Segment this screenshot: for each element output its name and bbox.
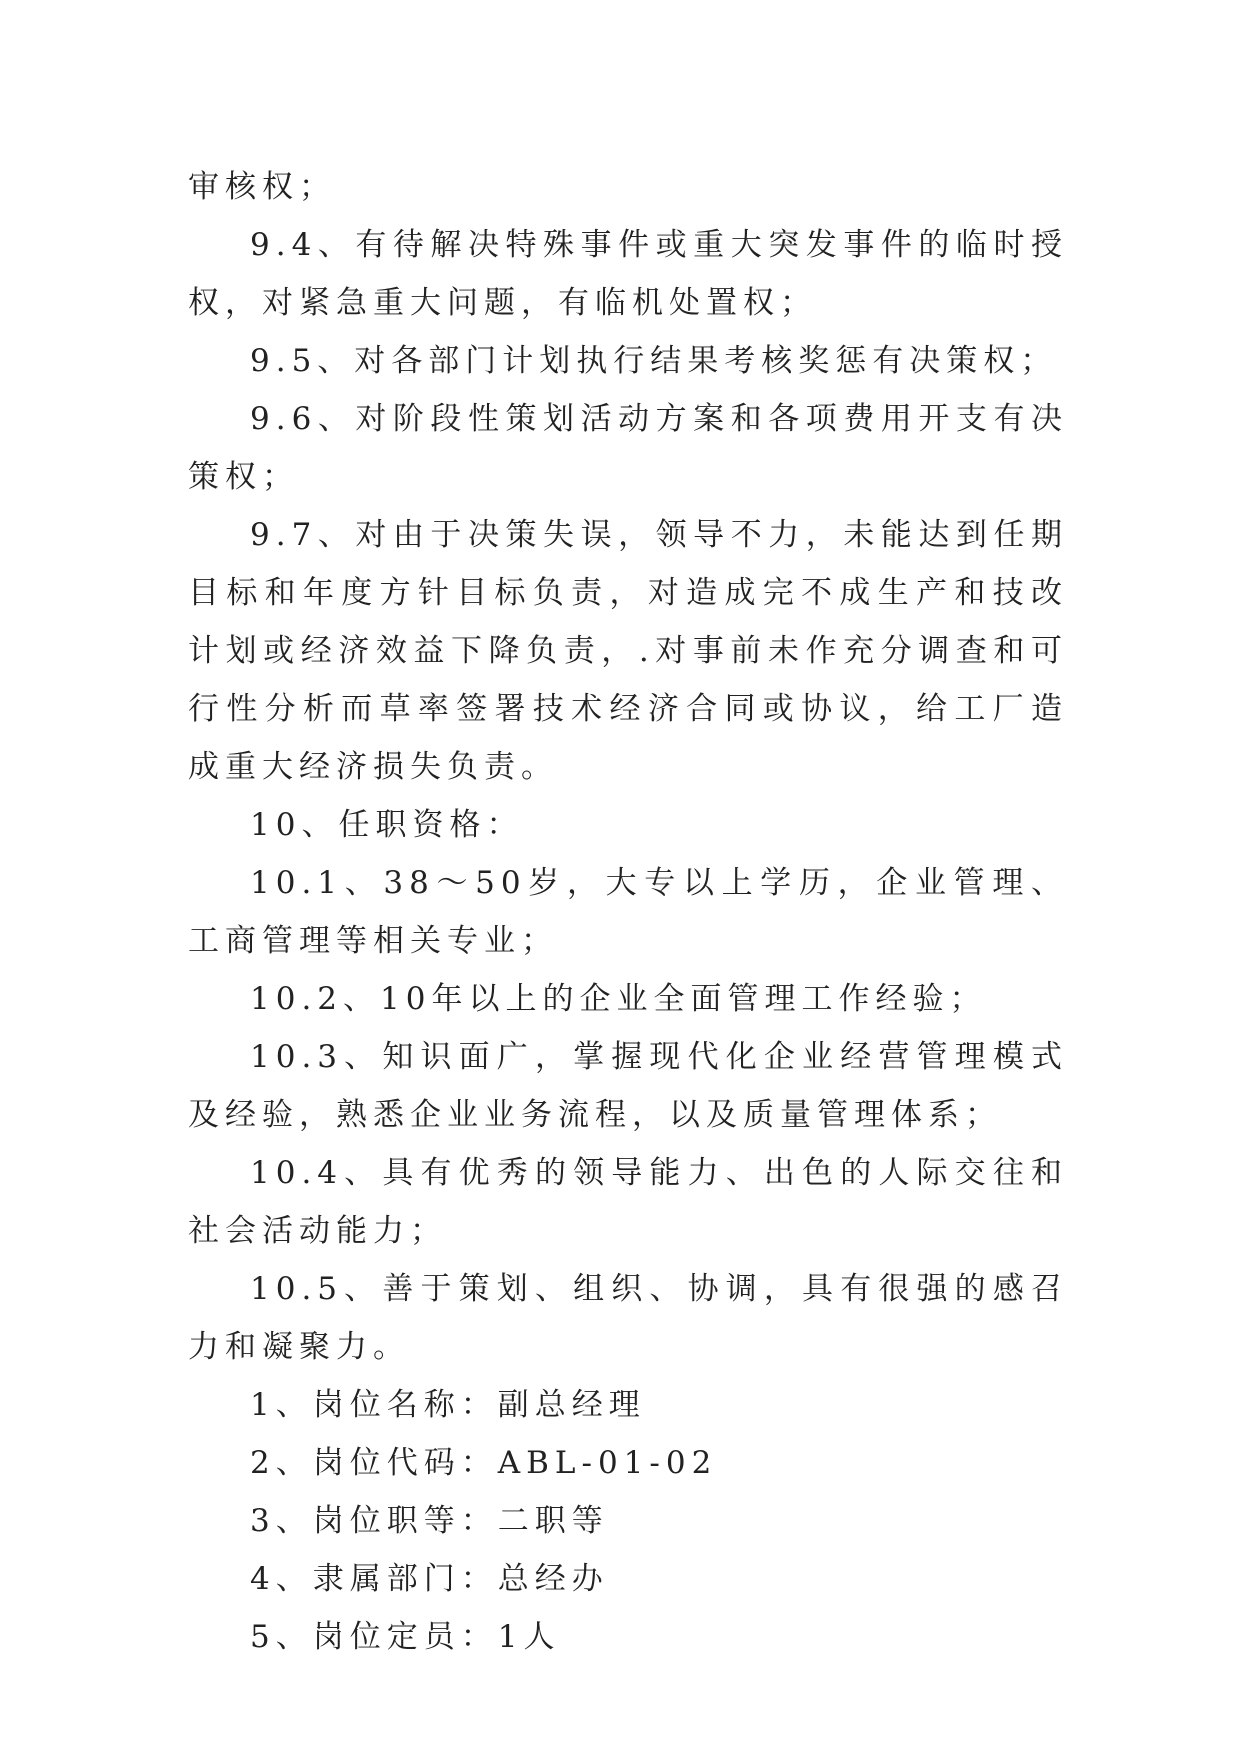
paragraph-10-5: 10.5、善于策划、组织、协调，具有很强的感召力和凝聚力。 (188, 1271, 1068, 1365)
paragraph-continuation: 审核权； (188, 169, 336, 205)
job-code-line: 2、岗位代码：ABL-01-02 (250, 1445, 718, 1481)
paragraph-10-4: 10.4、具有优秀的领导能力、出色的人际交往和社会活动能力； (188, 1155, 1068, 1249)
paragraph-10-heading: 10、任职资格： (250, 807, 524, 843)
job-grade-line: 3、岗位职等：二职等 (250, 1503, 609, 1539)
headcount-line: 5、岗位定员：1人 (250, 1619, 561, 1655)
paragraph-9-6: 9.6、对阶段性策划活动方案和各项费用开支有决策权； (188, 401, 1068, 495)
paragraph-10-3: 10.3、知识面广，掌握现代化企业经营管理模式及经验，熟悉企业业务流程，以及质量管理体系； (188, 1039, 1068, 1133)
job-title-line: 1、岗位名称：副总经理 (250, 1387, 646, 1423)
paragraph-10-2: 10.2、10年以上的企业全面管理工作经验； (250, 981, 987, 1017)
paragraph-9-5: 9.5、对各部门计划执行结果考核奖惩有决策权； (250, 343, 1058, 379)
document-body (188, 158, 1068, 1666)
department-line: 4、隶属部门：总经办 (250, 1561, 609, 1597)
paragraph-9-4: 9.4、有待解决特殊事件或重大突发事件的临时授权，对紧急重大问题，有临机处置权； (188, 227, 1068, 321)
paragraph-10-1: 10.1、38～50岁，大专以上学历，企业管理、工商管理等相关专业； (188, 865, 1068, 959)
paragraph-9-7: 9.7、对由于决策失误，领导不力，未能达到任期目标和年度方针目标负责，对造成完不成生产和技改计划或经济效益下降负责，.对事前未作充分调查和可行性分析而草率签署技术经济合同或协议，给工厂造成重大经济损失负责。 (188, 517, 1068, 785)
